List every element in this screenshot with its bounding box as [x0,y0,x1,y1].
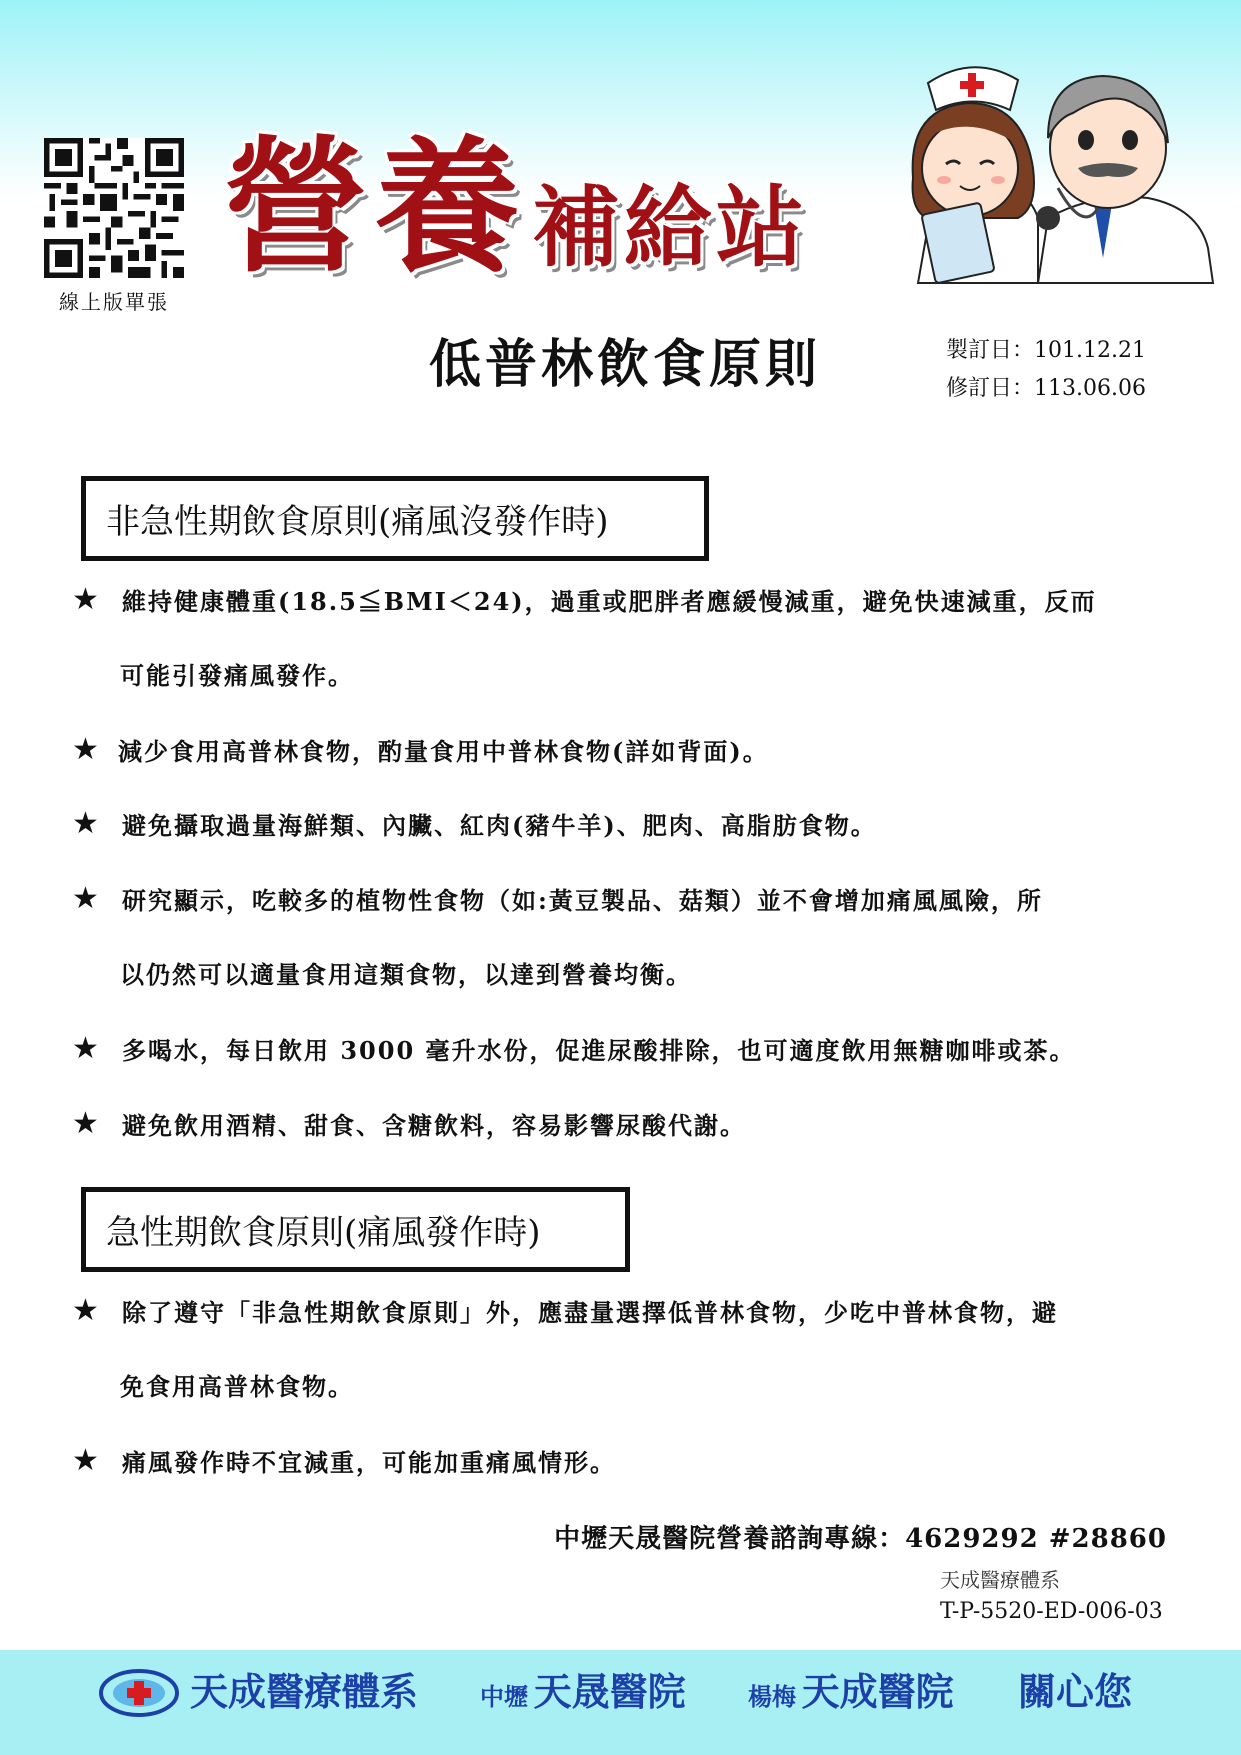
qr-code-icon[interactable] [44,138,184,278]
footer-hospital-2 [748,1662,954,1727]
star-bullet-icon: ★ [72,582,101,617]
footer-slogan-text: 關心您 [1018,1670,1133,1714]
section-heading-non-acute [81,476,709,561]
document-code: T-P-5520-ED-006-03 [940,1599,1163,1624]
rule-text: 維持健康體重(18.5≦BMI＜24)，過重或肥胖者應緩慢減重，避免快速減重，反而 [122,587,1097,616]
document-dates [946,332,1146,408]
footer-system-name [190,1662,418,1722]
organization-note: 天成醫療體系 [940,1568,1060,1592]
footer-slogan [1018,1662,1132,1722]
footer-hospital-1 [480,1662,686,1727]
logo-title-large: 營養 [222,123,526,293]
footer-hospital-1-name: 天晟醫院 [533,1670,686,1714]
star-bullet-icon: ★ [72,806,101,841]
red-cross-logo-icon [99,1667,179,1719]
document-title: 低普林飲食原則 [428,334,821,395]
rule-text: 研究顯示，吃較多的植物性食物（如:黃豆製品、菇類）並不會增加痛風風險，所 [122,886,1043,915]
section-heading-acute [81,1187,630,1272]
created-date: 製訂日：101.12.21 [946,338,1146,363]
rule-text: 避免攝取過量海鮮類、內臟、紅肉(豬牛羊)、肥肉、高脂肪食物。 [122,811,877,840]
rule-text-continued: 以仍然可以適量食用這類食物，以達到營養均衡。 [120,960,692,989]
rule-text: 避免飲用酒精、甜食、含糖飲料，容易影響尿酸代謝。 [122,1111,746,1140]
section-heading-text: 非急性期飲食原則(痛風沒發作時) [106,502,609,542]
logo-title-small: 補給站 [532,176,809,279]
rule-text: 多喝水，每日飲用 3000 毫升水份，促進尿酸排除，也可適度飲用無糖咖啡或茶。 [122,1036,1076,1065]
footer-hospital-2-name: 天成醫院 [801,1670,954,1714]
footer-location-1: 中壢 [480,1683,528,1711]
section-heading-text: 急性期飲食原則(痛風發作時) [106,1213,541,1253]
star-bullet-icon: ★ [72,1293,101,1328]
footer-system-label: 天成醫療體系 [190,1670,419,1714]
star-bullet-icon: ★ [72,1031,101,1066]
nutrition-hotline: 中壢天晟醫院營養諮詢專線：4629292 #28860 [554,1524,1167,1554]
rule-text-continued: 可能引發痛風發作。 [120,661,354,690]
revised-date: 修訂日：113.06.06 [946,376,1146,401]
rule-text: 痛風發作時不宜減重，可能加重痛風情形。 [122,1448,616,1477]
rule-text: 除了遵守「非急性期飲食原則」外，應盡量選擇低普林食物，少吃中普林食物，避 [122,1298,1058,1327]
rule-text: 減少食用高普林食物，酌量食用中普林食物(詳如背面)。 [118,737,769,766]
nutrition-station-logo [222,123,809,293]
star-bullet-icon: ★ [72,1106,101,1141]
star-bullet-icon: ★ [72,881,101,916]
rule-text-continued: 免食用高普林食物。 [120,1372,354,1401]
star-bullet-icon: ★ [72,732,101,767]
star-bullet-icon: ★ [72,1443,101,1478]
nurse-doctor-illustration [898,58,1218,288]
qr-caption: 線上版單張 [59,290,169,314]
footer-location-2: 楊梅 [748,1683,796,1711]
